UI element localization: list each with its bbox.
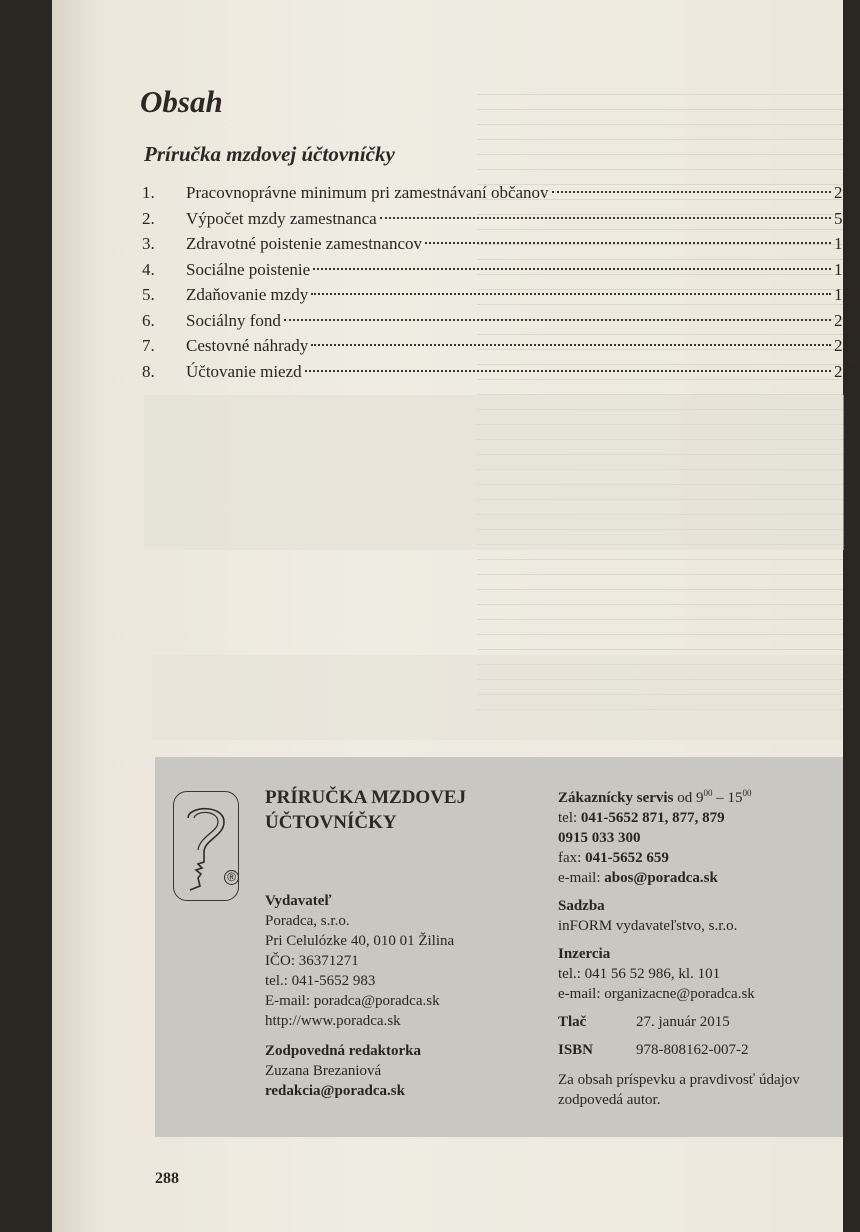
editor-email: redakcia@poradca.sk: [265, 1083, 405, 1099]
publisher-info: [265, 891, 454, 1101]
toc-number: 6.: [142, 310, 155, 330]
toc-title: Účtovanie miezd: [186, 361, 302, 381]
publisher-line: http://www.poradca.sk: [265, 1013, 401, 1029]
toc-page-number: 52: [834, 208, 851, 228]
toc-row: [142, 333, 860, 359]
bleed-through-box: [144, 395, 844, 550]
toc-leader-dots: [552, 191, 831, 193]
publisher-logo-icon: [173, 791, 239, 901]
typesetting-label: Sadzba: [558, 898, 605, 914]
brand-name-line2: ÚČTOVNÍČKY: [265, 812, 397, 833]
book-page: [52, 0, 860, 1232]
toc-row: [142, 231, 859, 257]
toc-page-number: 277: [834, 361, 860, 381]
page-subtitle: Príručka mzdovej účtovníčky: [144, 142, 395, 166]
isbn: ISBN 978-808162-007-2: [558, 1042, 749, 1058]
disclaimer-line: zodpovedá autor.: [558, 1092, 661, 1108]
toc-row: [142, 282, 860, 308]
toc-title: Sociálny fond: [186, 310, 281, 330]
toc-title: Pracovnoprávne minimum pri zamestnávaní občanov: [186, 183, 549, 202]
toc-title: Zdravotné poistenie zamestnancov: [186, 234, 423, 253]
disclaimer-line: Za obsah príspevku a pravdivosť údajov: [558, 1072, 800, 1088]
publisher-line: tel.: 041-5652 983: [265, 973, 376, 989]
service-label: Zákaznícky servis: [558, 790, 674, 806]
service-hours: od $9^{00} - 15^{00}$: [677, 788, 752, 806]
brand-name-line1: PRÍRUČKA MZDOVEJ: [265, 787, 467, 808]
toc-leader-dots: [425, 242, 831, 244]
table-of-contents: [142, 180, 860, 384]
toc-page-number: 151: [834, 259, 860, 279]
ads-tel: tel.: 041 56 52 986, kl. 101: [558, 966, 721, 982]
toc-leader-dots: [311, 344, 831, 346]
toc-title: Sociálne poistenie: [186, 259, 311, 279]
publisher-label: Vydavateľ: [265, 893, 332, 909]
registered-mark: ®: [224, 870, 239, 885]
toc-number: 4.: [142, 259, 155, 279]
toc-title: Výpočet mzdy zamestnanca: [186, 208, 377, 228]
service-tel: tel: 041-5652 871, 877, 879: [558, 810, 725, 826]
ads-email: e-mail: organizacne@poradca.sk: [558, 986, 755, 1002]
toc-leader-dots: [305, 370, 831, 372]
toc-row: [142, 359, 860, 385]
toc-row: [142, 180, 844, 206]
toc-title: Zdaňovanie mzdy: [186, 285, 309, 304]
typesetting-value: inFORM vydavateľstvo, s.r.o.: [558, 918, 738, 934]
toc-row: [142, 206, 851, 232]
toc-page-number: 257: [834, 336, 860, 355]
toc-leader-dots: [284, 319, 831, 321]
toc-number: 8.: [142, 361, 155, 381]
toc-row: [142, 257, 860, 283]
editor-name: Zuzana Brezaniová: [265, 1063, 382, 1079]
toc-number: 1.: [142, 183, 155, 202]
toc-number: 5.: [142, 285, 155, 304]
toc-page-number: 250: [834, 310, 860, 330]
service-fax: fax: 041-5652 659: [558, 850, 669, 866]
toc-page-number: 2: [834, 183, 843, 202]
toc-title: Cestovné náhrady: [186, 336, 309, 355]
toc-leader-dots: [313, 268, 831, 270]
page-number: 288: [155, 1170, 179, 1187]
imprint-box: [155, 757, 843, 1137]
publisher-line: Pri Celulózke 40, 010 01 Žilina: [265, 933, 455, 949]
ads-label: Inzercia: [558, 946, 611, 962]
publisher-line: IČO: 36371271: [265, 953, 359, 969]
service-email: e-mail: abos@poradca.sk: [558, 870, 718, 886]
brand-name: [265, 785, 485, 835]
publisher-line: Poradca, s.r.o.: [265, 913, 350, 929]
toc-page-number: 115: [834, 234, 859, 253]
service-line: [558, 783, 843, 808]
service-mobile: 0915 033 300: [558, 830, 641, 846]
toc-number: 7.: [142, 336, 155, 355]
toc-leader-dots: [380, 217, 831, 219]
service-info: [558, 783, 843, 1110]
toc-row: [142, 308, 860, 334]
toc-page-number: 198: [834, 285, 860, 304]
page-title: Obsah: [140, 84, 223, 119]
toc-number: 2.: [142, 208, 155, 228]
toc-number: 3.: [142, 234, 155, 253]
editor-label: Zodpovedná redaktorka: [265, 1043, 422, 1059]
print-date: Tlač 27. január 2015: [558, 1014, 730, 1030]
toc-leader-dots: [311, 293, 831, 295]
bleed-through-box-lower: [152, 655, 842, 740]
publisher-line: E-mail: poradca@poradca.sk: [265, 993, 440, 1009]
